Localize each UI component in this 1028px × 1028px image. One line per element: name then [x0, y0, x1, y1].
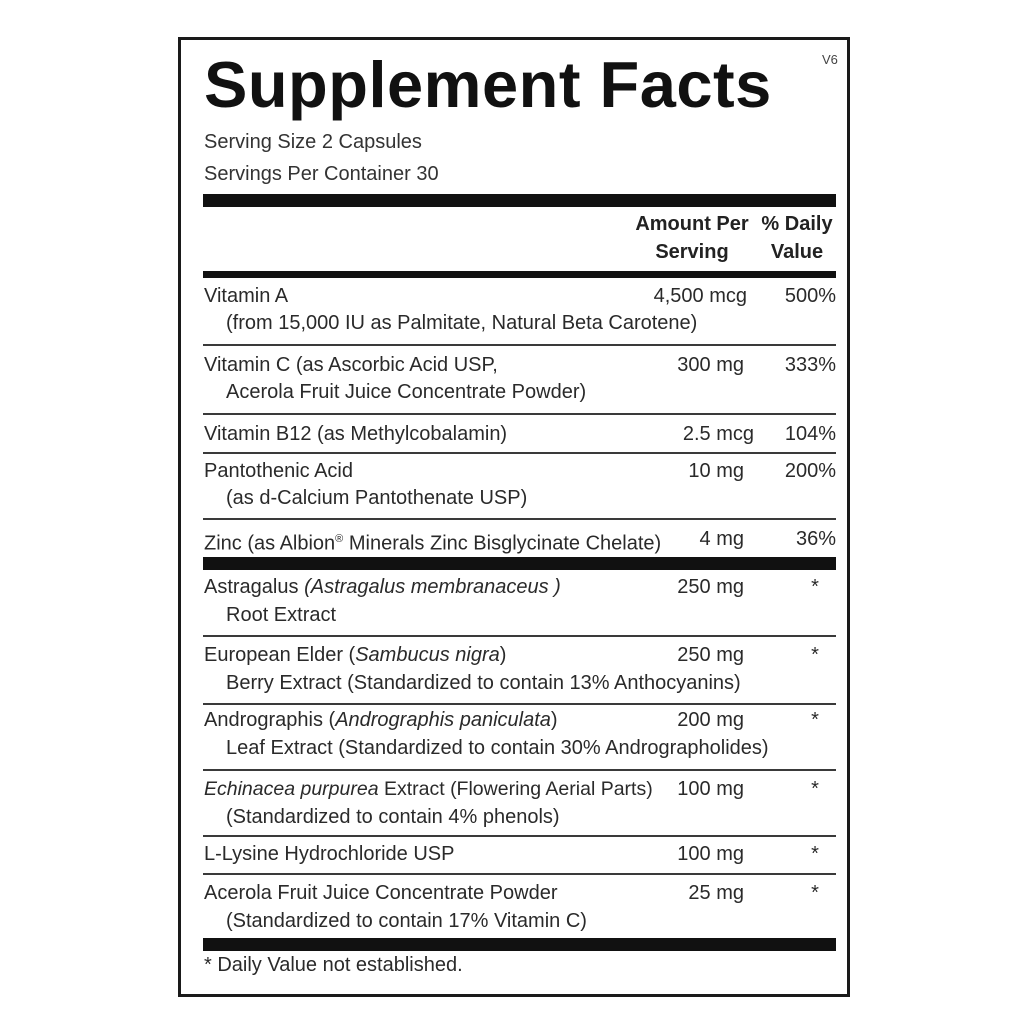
vitamin-amount: 4,500 mcg — [653, 285, 747, 307]
ingredient-text: European Elder ( — [204, 644, 356, 666]
vitamin-source: (as d-Calcium Pantothenate USP) — [226, 487, 528, 509]
ingredient-detail: (Standardized to contain 4% phenols) — [226, 806, 560, 828]
header-amount-per-serving — [628, 210, 756, 266]
row-divider — [203, 518, 836, 520]
ingredient-latin-name: Echinacea purpurea — [204, 778, 379, 800]
vitamin-name — [204, 525, 661, 558]
ingredient-amount: 100 mg — [677, 778, 744, 800]
vitamin-daily-value: 104% — [784, 423, 836, 445]
thick-divider — [203, 194, 836, 207]
registered-mark: ® — [335, 533, 344, 545]
vitamin-name: Vitamin B12 (as Methylcobalamin) — [204, 423, 508, 445]
vitamin-name: Pantothenic Acid — [204, 460, 353, 482]
ingredient-daily-value: * — [811, 576, 819, 598]
header-dv-line2: Value — [770, 241, 824, 263]
serving-size: Serving Size 2 Capsules — [204, 131, 422, 153]
ingredient-name — [204, 840, 454, 868]
ingredient-name — [204, 706, 558, 734]
vitamin-daily-value: 200% — [784, 460, 836, 482]
vitamin-daily-value: 500% — [784, 285, 836, 307]
panel-title: Supplement Facts — [204, 48, 772, 121]
vitamin-amount: 10 mg — [688, 460, 744, 482]
ingredient-text: Extract (Flowering Aerial Parts) — [378, 778, 653, 800]
vitamin-daily-value: 333% — [784, 354, 836, 376]
ingredient-text: ) — [499, 644, 507, 666]
vitamin-amount: 300 mg — [677, 354, 744, 376]
ingredient-latin-name: Andrographis paniculata — [335, 709, 551, 731]
row-divider — [203, 452, 836, 454]
ingredient-amount: 250 mg — [677, 644, 744, 666]
row-divider — [203, 873, 836, 875]
ingredient-name — [204, 641, 506, 669]
vitamin-daily-value: 36% — [795, 528, 836, 550]
ingredient-text: Acerola Fruit Juice Concentrate Powder — [204, 882, 558, 904]
header-amount-line1: Amount Per — [635, 213, 749, 235]
servings-per-container: Servings Per Container 30 — [204, 163, 439, 185]
ingredient-text: ) — [550, 709, 558, 731]
ingredient-name — [204, 573, 561, 601]
ingredient-text: Andrographis ( — [204, 709, 336, 731]
ingredient-daily-value: * — [811, 644, 819, 666]
vitamin-source: (from 15,000 IU as Palmitate, Natural Beta Carotene) — [226, 312, 698, 334]
row-divider — [203, 344, 836, 346]
ingredient-amount: 250 mg — [677, 576, 744, 598]
ingredient-amount: 100 mg — [677, 843, 744, 865]
vitamin-name: Vitamin C (as Ascorbic Acid USP, — [204, 354, 498, 376]
ingredient-text: L-Lysine Hydrochloride USP — [204, 843, 455, 865]
ingredient-amount: 200 mg — [677, 709, 744, 731]
version-code: V6 — [822, 52, 838, 67]
ingredient-daily-value: * — [811, 709, 819, 731]
ingredient-text: Astragalus — [204, 576, 305, 598]
ingredient-daily-value: * — [811, 843, 819, 865]
row-divider — [203, 635, 836, 637]
row-divider — [203, 413, 836, 415]
footnote: * Daily Value not established. — [204, 954, 463, 976]
ingredient-detail: Root Extract — [226, 604, 337, 626]
zinc-text-rest: Minerals Zinc Bisglycinate Chelate) — [343, 532, 662, 555]
ingredient-detail: Leaf Extract (Standardized to contain 30% Andrographolides) — [226, 737, 769, 759]
vitamin-name: Vitamin A — [204, 285, 289, 307]
row-divider — [203, 835, 836, 837]
row-divider — [203, 703, 836, 705]
ingredient-detail: Berry Extract (Standardized to contain 13% Anthocyanins) — [226, 672, 741, 694]
thick-divider — [203, 938, 836, 951]
ingredient-name — [204, 775, 653, 803]
vitamin-source: Acerola Fruit Juice Concentrate Powder) — [226, 381, 587, 403]
medium-divider — [203, 271, 836, 278]
ingredient-daily-value: * — [811, 882, 819, 904]
ingredient-amount: 25 mg — [688, 882, 744, 904]
ingredient-daily-value: * — [811, 778, 819, 800]
ingredient-latin-name: Sambucus nigra — [355, 644, 500, 666]
thick-divider — [203, 557, 836, 570]
zinc-text: Zinc (as Albion — [204, 532, 336, 555]
row-divider — [203, 769, 836, 771]
vitamin-amount: 4 mg — [699, 528, 744, 550]
header-amount-line2: Serving — [655, 241, 729, 263]
header-dv-line1: % Daily — [761, 213, 833, 235]
ingredient-detail: (Standardized to contain 17% Vitamin C) — [226, 910, 587, 932]
ingredient-latin-name: (Astragalus membranaceus ) — [304, 576, 561, 598]
header-daily-value — [758, 210, 836, 266]
vitamin-amount: 2.5 mcg — [682, 423, 754, 445]
ingredient-name — [204, 879, 558, 907]
